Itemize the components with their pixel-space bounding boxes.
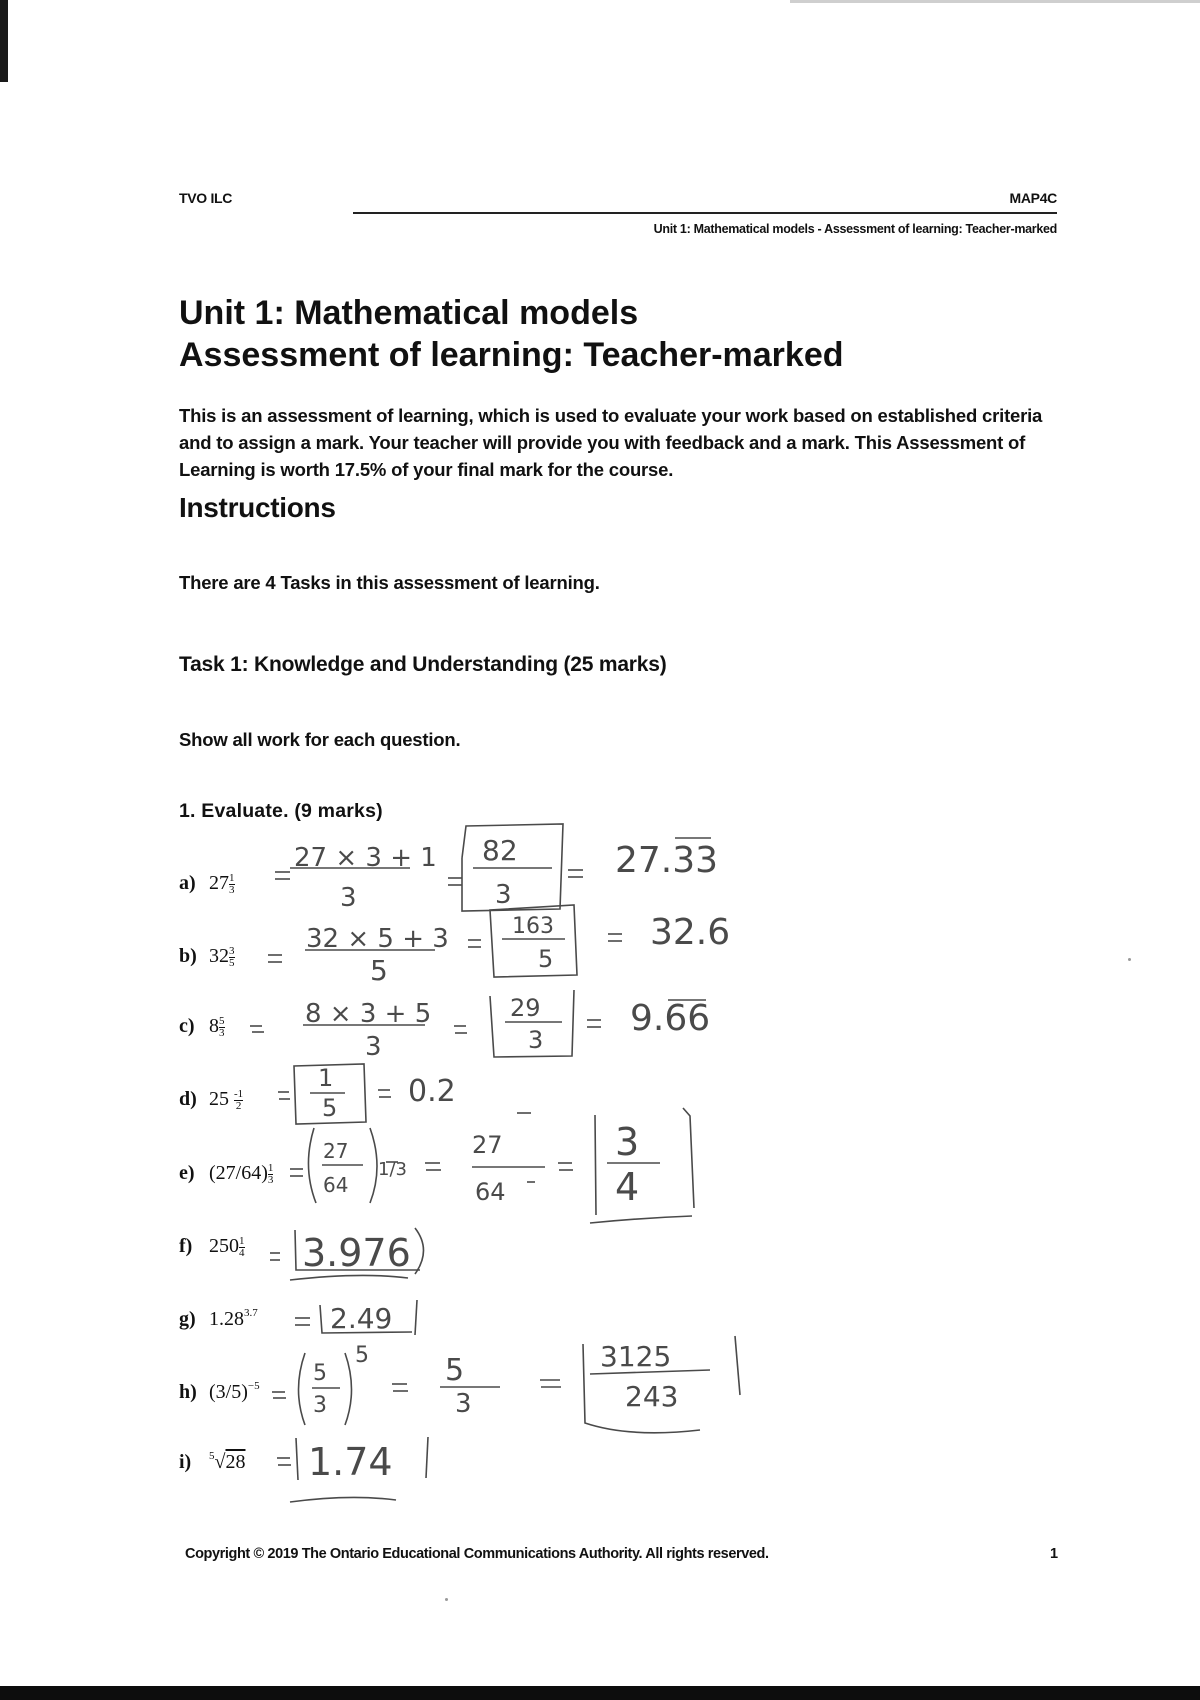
hw-d-result: 0.2 — [408, 1074, 456, 1109]
title-line-2: Assessment of learning: Teacher-marked — [179, 336, 844, 374]
hw-a-box-numerator: 82 — [482, 834, 518, 867]
hw-e-power-denominator: 64 — [475, 1178, 506, 1206]
hw-e-box-numerator: 3 — [615, 1120, 640, 1164]
question-c: c) 8 $\frac{5}{3}$ — [179, 1014, 225, 1039]
hw-f-result: 3.976 — [302, 1231, 411, 1275]
hw-b-box-denominator: 5 — [538, 945, 554, 973]
hw-c-result: 9.66 — [630, 998, 711, 1039]
scan-speck — [445, 1598, 448, 1601]
hw-h-inner-denominator: 3 — [313, 1393, 327, 1418]
hw-i-result: 1.74 — [308, 1440, 393, 1484]
hw-c-box-denominator: 3 — [528, 1026, 544, 1054]
hw-e-inner-numerator: 27 — [323, 1139, 349, 1163]
header-subtitle: Unit 1: Mathematical models - Assessment of learning: Teacher-marked — [653, 222, 1057, 236]
footer-copyright: Copyright © 2019 The Ontario Educational Communications Authority. All rights reserved. — [185, 1546, 769, 1562]
hw-e-power-numerator: 27 — [472, 1131, 503, 1159]
hw-h-box-denominator: 243 — [625, 1380, 679, 1413]
hw-a-numerator: 27 × 3 + 1 — [294, 843, 437, 873]
question-a: a) 27 $\frac{1}{3}$ — [179, 871, 235, 896]
question-f: f) 250 $\frac{1}{4}$ — [179, 1234, 245, 1259]
hw-c-numerator: 8 × 3 + 5 — [305, 999, 432, 1029]
hw-a-denominator: 3 — [340, 883, 357, 913]
intro-paragraph: This is an assessment of learning, which is used to evaluate your work based on established criteria and to assign a mark. Your teacher will provide you with feedback and a mark. This Assessment of Learning is worth 17.5% of your final mark for the course. — [179, 405, 1043, 480]
hw-d-denominator: 5 — [322, 1094, 338, 1122]
hw-h-exponent: 5 — [355, 1343, 369, 1368]
hw-h-numerator: 5 — [445, 1353, 465, 1388]
header-right: MAP4C — [1009, 190, 1057, 206]
hw-h-inner-numerator: 5 — [313, 1361, 327, 1386]
hw-b-denominator: 5 — [370, 954, 388, 987]
show-work-text: Show all work for each question. — [179, 729, 461, 750]
instructions-heading: Instructions — [179, 492, 336, 523]
hw-h-box-numerator: 3125 — [600, 1340, 672, 1373]
hw-g-result: 2.49 — [330, 1302, 393, 1335]
title-line-1: Unit 1: Mathematical models — [179, 294, 639, 332]
task1-heading: Task 1: Knowledge and Understanding (25 marks) — [179, 653, 667, 676]
question-1-heading: 1. Evaluate. (9 marks) — [179, 800, 383, 822]
hw-e-box-denominator: 4 — [615, 1165, 640, 1209]
question-i: i) $^5$√28 — [179, 1450, 246, 1473]
hw-h-denominator: 3 — [455, 1389, 472, 1419]
hw-a-result: 27.33 — [615, 840, 719, 881]
hw-a-box-denominator: 3 — [495, 880, 512, 910]
question-h: h) $(3/5)^{-5}$ — [179, 1380, 260, 1403]
hw-b-result: 32.6 — [650, 912, 731, 953]
header-left: TVO ILC — [179, 190, 233, 206]
hw-b-box-numerator: 163 — [512, 914, 554, 939]
hw-c-box-numerator: 29 — [510, 994, 541, 1022]
scan-speck — [1128, 958, 1131, 961]
hw-d-numerator: 1 — [318, 1064, 334, 1092]
hw-b-numerator: 32 × 5 + 3 — [306, 924, 449, 954]
hw-e-inner-denominator: 64 — [323, 1173, 349, 1197]
hw-e-exponent: 1/3 — [378, 1159, 407, 1180]
question-b: b) 32 $\frac{3}{5}$ — [179, 944, 235, 969]
question-g: g) $1.28^{3.7}$ — [179, 1307, 258, 1330]
question-e: e) (27/64) $\frac{1}{3}$ — [179, 1161, 274, 1186]
scan-edge-bottom — [0, 1686, 1200, 1700]
tasks-count-text: There are 4 Tasks in this assessment of learning. — [179, 572, 600, 593]
hw-c-denominator: 3 — [365, 1032, 382, 1062]
page-number: 1 — [1050, 1546, 1059, 1562]
question-d: d) 25 $\frac{-1}{2}$ — [179, 1087, 244, 1112]
